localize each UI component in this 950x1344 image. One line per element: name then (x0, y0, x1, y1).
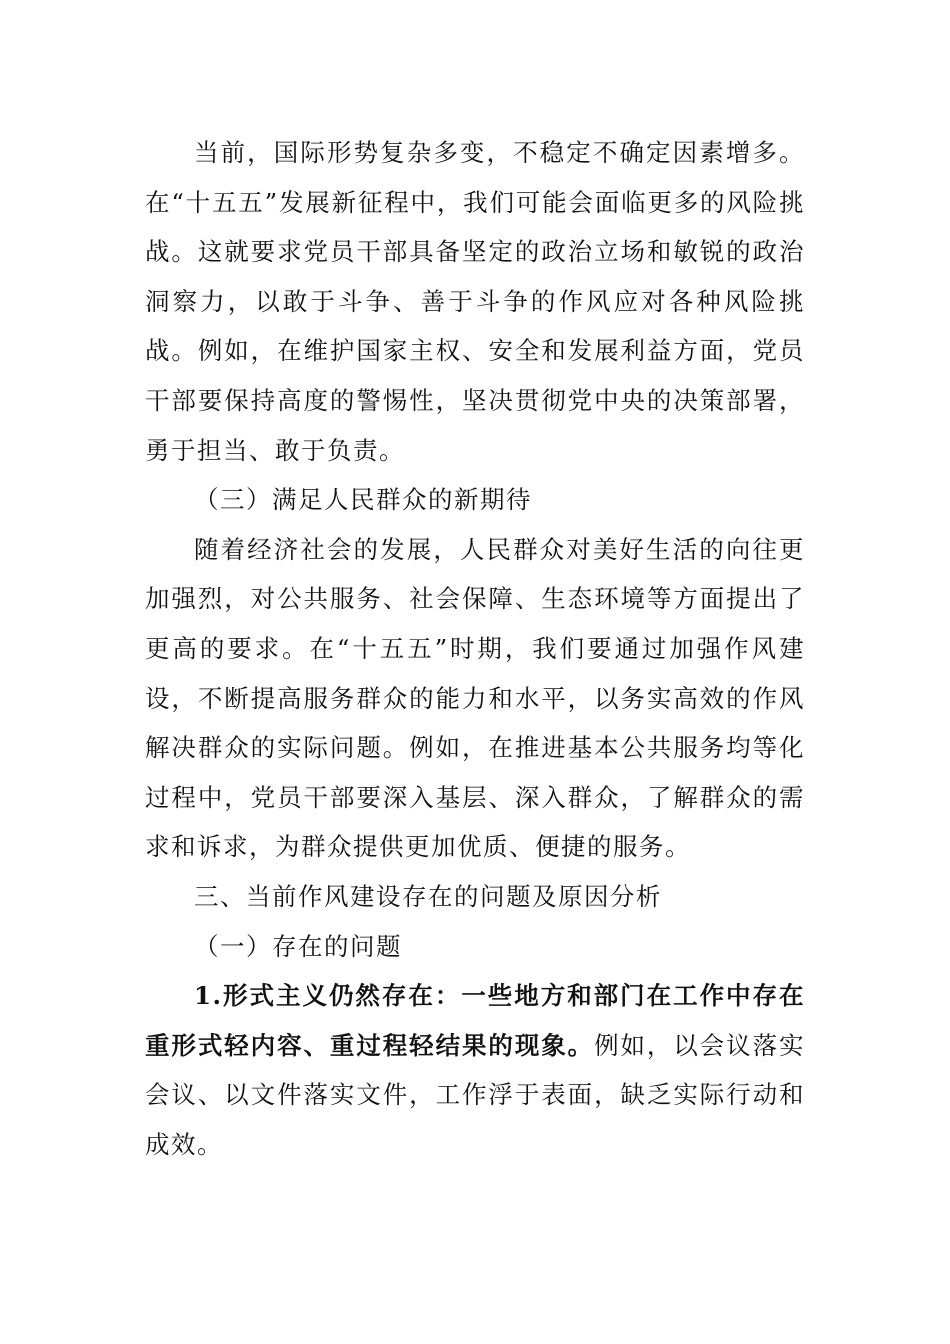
subheading-people-expectations: （三）满足人民群众的新期待 (194, 485, 532, 515)
section-heading-problems-analysis: 三、当前作风建设存在的问题及原因分析 (194, 881, 662, 911)
list-item-formalism-bold: 1.形式主义仍然存在：一些地方和部门在工作中存在重形式轻内容、重过程轻结果的现象。 (145, 981, 805, 1060)
list-item-formalism (145, 971, 805, 1169)
paragraph-risk-challenges: 当前，国际形势复杂多变，不稳定不确定因素增多。在“十五五”发展新征程中，我们可能会面临更多的风险挑战。这就要求党员干部具备坚定的政治立场和敏锐的政治洞察力，以敢于斗争、善于斗争的作风应对各种风险挑战。例如，在维护国家主权、安全和发展利益方面，党员干部要保持高度的警惕性，坚决贯彻党中央的决策部署，勇于担当、敢于负责。 (145, 138, 805, 465)
document-body (145, 128, 805, 1169)
subheading-existing-problems: （一）存在的问题 (194, 931, 402, 961)
paragraph-public-services: 随着经济社会的发展，人民群众对美好生活的向往更加强烈，对公共服务、社会保障、生态环境等方面提出了更高的要求。在“十五五”时期，我们要通过加强作风建设，不断提高服务群众的能力和水平，以务实高效的作风解决群众的实际问题。例如，在推进基本公共服务均等化过程中，党员干部要深入基层、深入群众，了解群众的需求和诉求，为群众提供更加优质、便捷的服务。 (145, 534, 805, 862)
list-item-formalism-rest: 例如，以会议落实会议、以文件落实文件，工作浮于表面，缺乏实际行动和成效。 (145, 1030, 806, 1159)
